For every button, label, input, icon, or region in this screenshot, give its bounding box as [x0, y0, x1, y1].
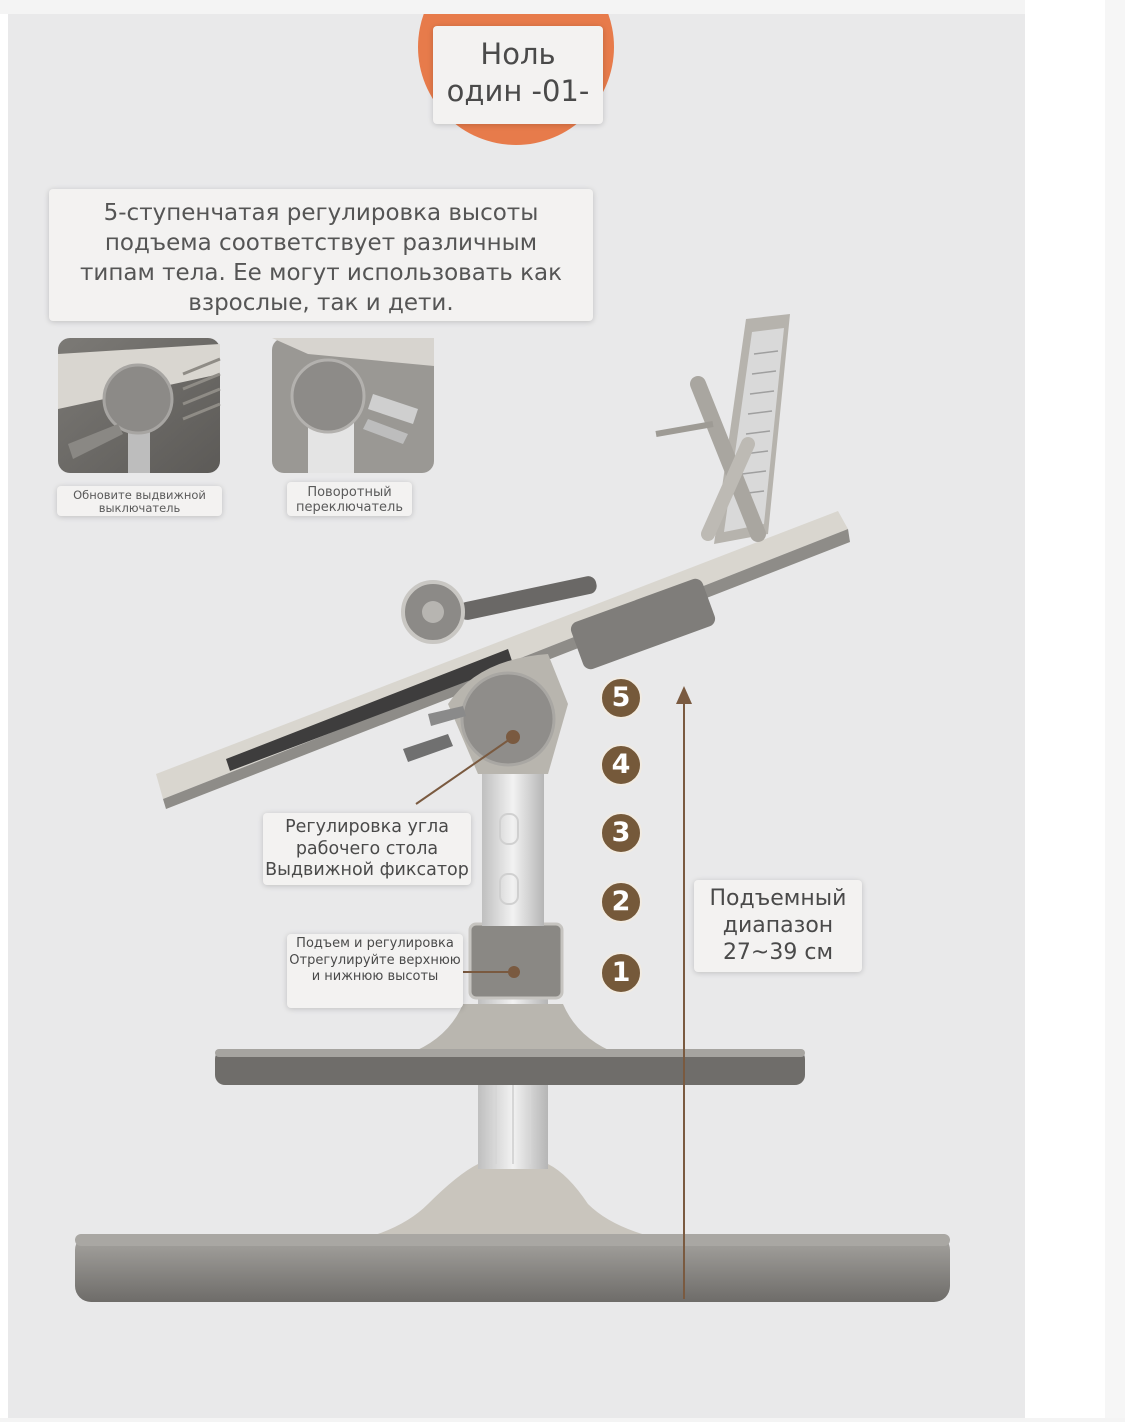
right-scroll-area	[1105, 0, 1125, 1422]
thumbnail-1-caption: Обновите выдвижной выключатель	[57, 486, 222, 516]
lift-adjust-callout: Подъем и регулировка Отрегулируйте верхнюю и нижнюю высоты	[287, 934, 463, 1008]
lift-range-callout: Подъемный диапазон 27~39 см	[694, 880, 862, 972]
lift-block	[470, 924, 562, 998]
book-holder	[656, 314, 790, 544]
thumbnail-rotary-switch	[272, 338, 434, 473]
height-level-1-badge: 1	[600, 952, 642, 994]
height-level-3-badge: 3	[600, 812, 642, 854]
height-level-5-badge: 5	[600, 677, 642, 719]
section-title-card	[433, 26, 603, 124]
section-title-line-2: один -01-	[446, 74, 590, 108]
thumbnail-2-caption: Поворотный переключатель	[287, 482, 412, 516]
product-detail-image	[8, 14, 1025, 1418]
intro-description: 5-ступенчатая регулировка высоты подъема соответствует различным типам тела. Ее могут использовать как взрослые, так и дети.	[49, 189, 593, 321]
bottom-divider	[0, 1418, 1125, 1422]
footrest-shelf	[215, 1004, 805, 1085]
thumbnail-release-switch	[58, 338, 220, 473]
height-level-2-badge: 2	[600, 881, 642, 923]
height-range-arrow	[676, 686, 692, 1299]
angle-adjust-callout: Регулировка угла рабочего стола Выдвижной фиксатор	[263, 813, 471, 885]
height-level-4-badge: 4	[600, 744, 642, 786]
section-title-line-1: Ноль	[480, 37, 556, 71]
top-strip	[0, 0, 1025, 14]
desk-base	[75, 1164, 950, 1302]
